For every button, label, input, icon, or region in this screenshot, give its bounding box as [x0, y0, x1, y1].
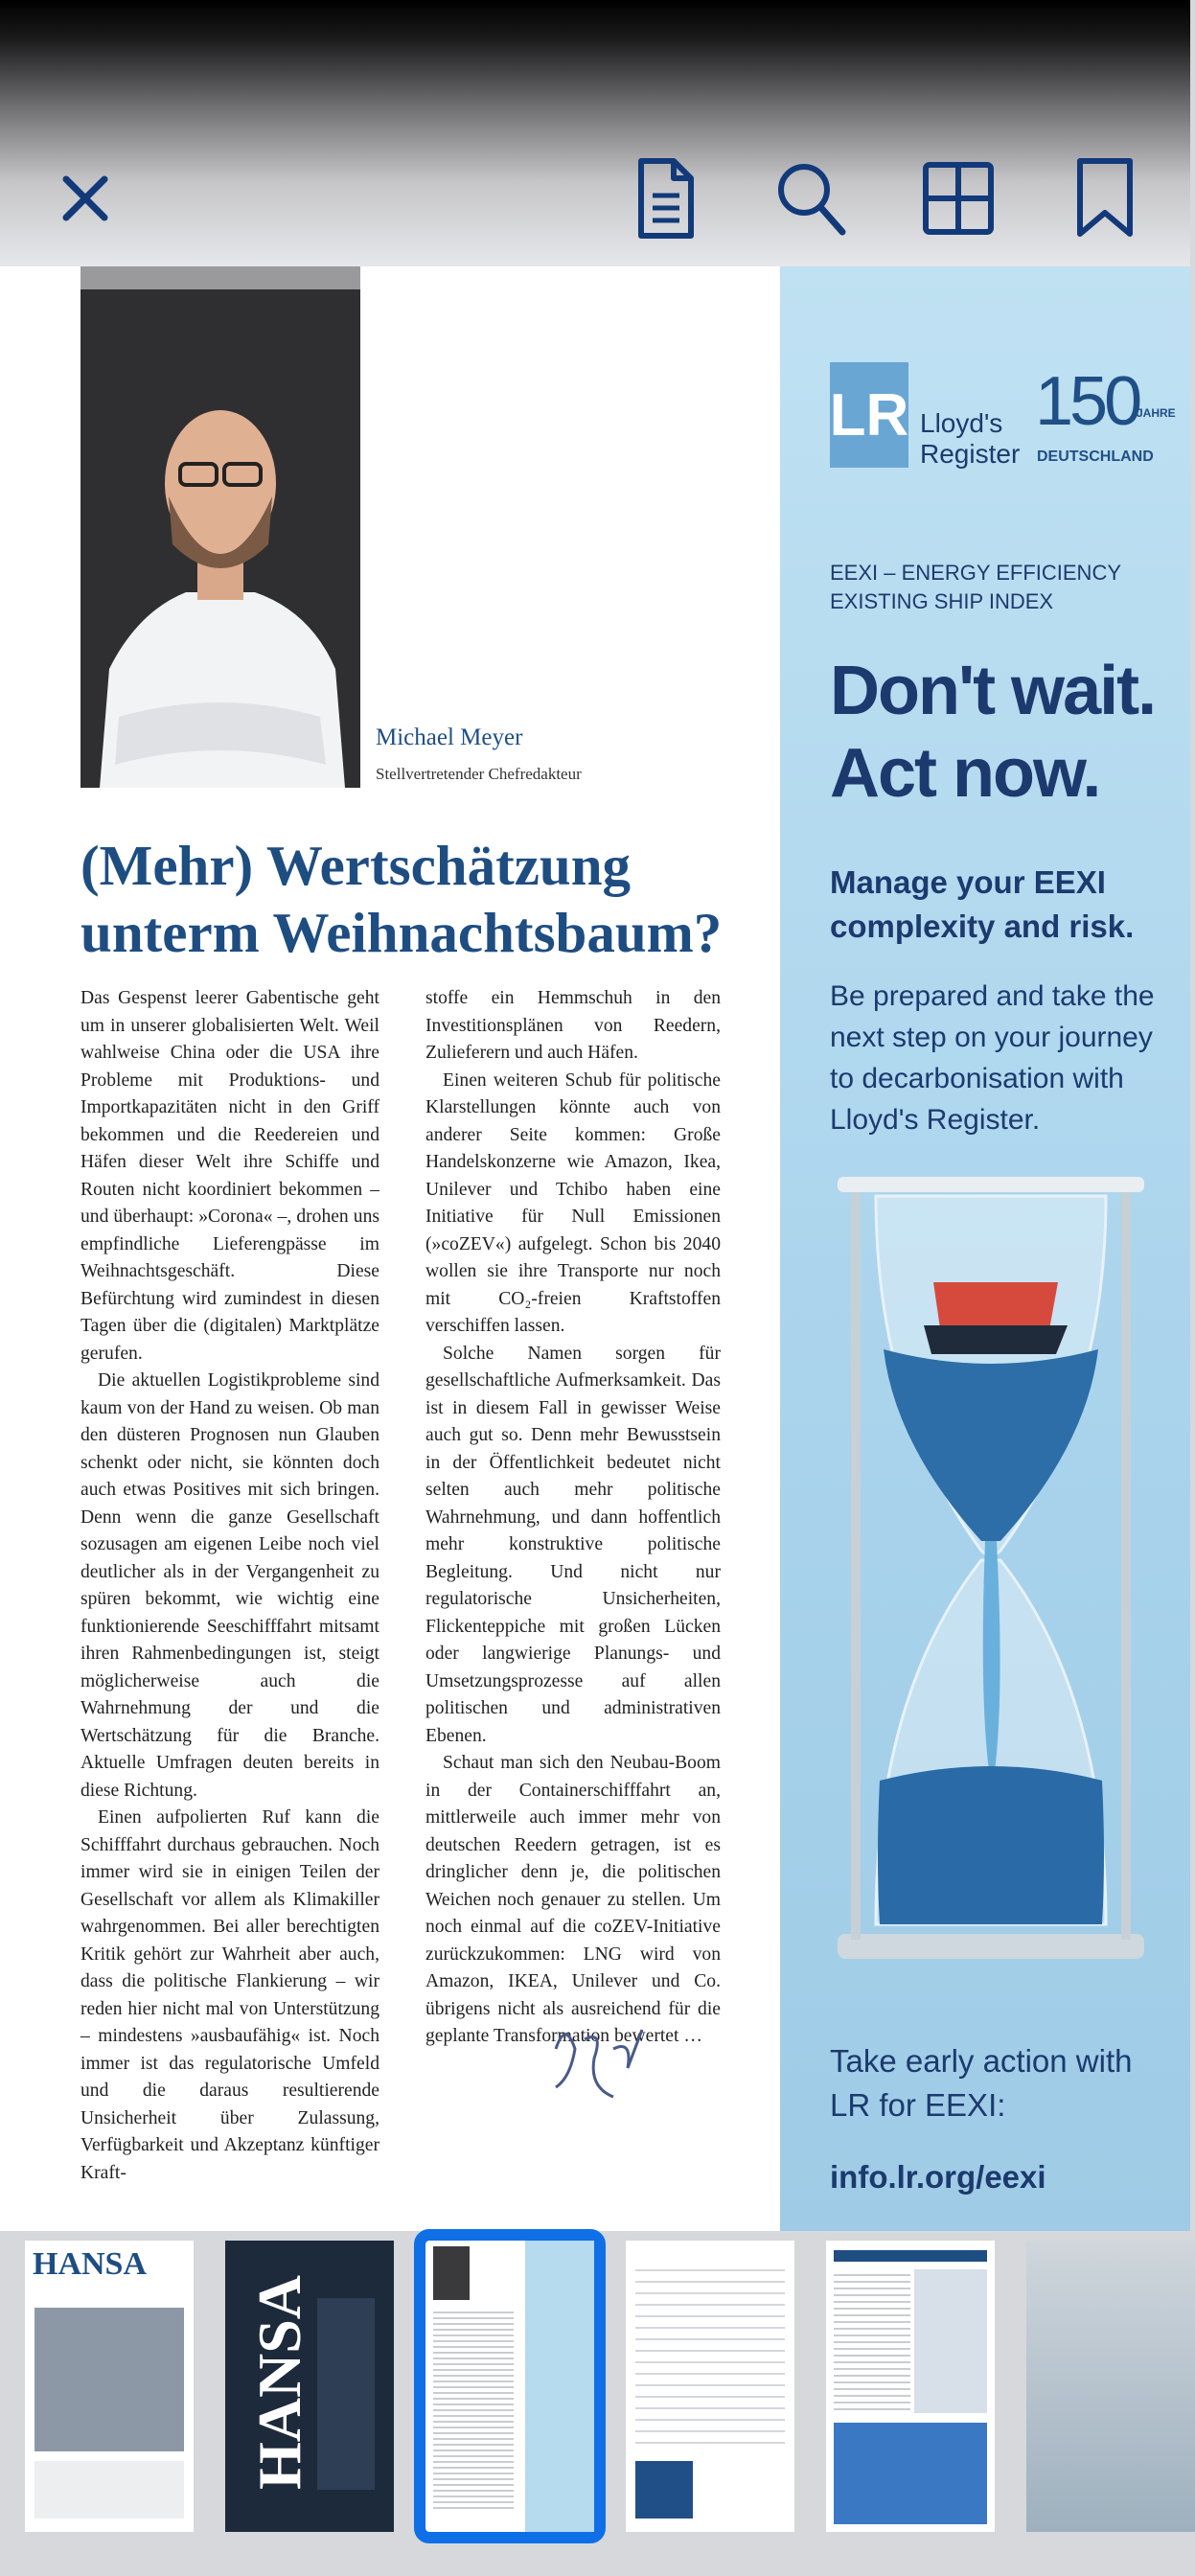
ad-subheadline: Manage your EEXI complexity and risk.: [830, 864, 1135, 944]
thumbnail-page-6[interactable]: [1026, 2241, 1195, 2532]
bookmark-icon: [1067, 153, 1143, 240]
signature: [537, 2011, 680, 2116]
ad-url-link[interactable]: info.lr.org/eexi: [830, 2159, 1046, 2195]
article-column-1: [80, 985, 379, 2231]
paragraph: Die aktuellen Logistikprobleme sind kaum von der Hand zu weisen. Ob man den düsteren Prognosen nun Glauben schenkt oder nicht, sie könnten doch auch etwas Positives mit sich bringen. Denn wenn die ganze Gesellschaft sozusagen am eigenen Leibe noch viel deutlicher als in der Vergangenheit zu spüren bekommt, wie wichtig eine funktionierende Seeschifffahrt mitsamt ihren Rahmenbedingungen ist, steigt möglicherweise auch die Wahrnehmung der und die Wertschätzung für die Branche. Aktuelle Umfragen deuten bereits in diese Richtung.: [80, 1370, 379, 1801]
thumbnail-page-3[interactable]: [425, 2241, 594, 2532]
advertisement[interactable]: [780, 266, 1190, 2231]
paragraph: Solche Namen sorgen für gesellschaftliche Aufmerksamkeit. Das ist in diesem Fall in gewisser Weise auch gut so. Denn mehr Bewusstsein in der Öffentlichkeit bedeutet nicht selten auch mehr politische Wahrnehmung, und dann hoffentlich mehr konstruktive politische Begleitung. Und nicht nur regulatorische Unsicherheiten, Flickenteppiche mit großen Lücken oder langwierige Planungs- und Umsetzungsprozesse auf allen politischen und administrativen Ebenen.: [425, 1343, 721, 1746]
close-icon: [47, 153, 124, 240]
thumbnail-page-5[interactable]: [826, 2241, 995, 2532]
ad-headline: Don't wait. Act now.: [830, 653, 1156, 812]
top-toolbar: [0, 0, 1190, 266]
author-photo: [80, 266, 360, 788]
ad-body: Be prepared and take the next step on your journey to decarbonisation with Lloyd's Register.: [830, 980, 1155, 1136]
author-role: Stellvertretender Chefredakteur: [376, 765, 582, 783]
anniversary-jahre: JAHRE: [1137, 406, 1176, 420]
paragraph: Einen aufpolierten Ruf kann die Schifffahrt durchaus gebrauchen. Noch immer wird sie in einigen Teilen der Gesellschaft vor allem als Klimakiller wahrgenommen. Bei aller berechtigten Kritik gehört zur Wahrheit aber auch, dass die politische Flankierung – wir reden hier nicht mal von Unterstützung – mindestens »ausbaufähig« ist. Noch immer ist das regulatorische Umfeld und die daraus resultierende Unsicherheit über Zulassung, Verfügbarkeit und Akzeptanz künftiger Kraft-: [80, 1807, 379, 2183]
magazine-page[interactable]: [0, 266, 1190, 2231]
ad-label: EEXI – ENERGY EFFICIENCY EXISTING SHIP INDEX: [830, 561, 1121, 613]
search-icon: [771, 153, 848, 240]
lr-logo: LR: [830, 362, 908, 468]
paragraph: Schaut man sich den Neubau-Boom in der Containerschifffahrt an, mittlerweile auch immer mehr von deutschen Reedern getragen, ist es dringlicher denn je, die politischen Weichen noch genauer zu stellen. Um noch einmal auf die coZEV-Initiative zurückzukommen: LNG wird von Amazon, IKEA, Unilever und Co. übrigens nicht als ausreichend für die geplante Transformation bewertet …: [425, 1753, 721, 2046]
grid-icon: [920, 153, 997, 240]
anniversary-country: DEUTSCHLAND: [1037, 448, 1154, 465]
ad-cta: Take early action with LR for EEXI:: [830, 2043, 1133, 2123]
thumbnail-page-4[interactable]: [626, 2241, 794, 2532]
close-button[interactable]: [42, 144, 128, 249]
grid-view-button[interactable]: [915, 144, 1001, 249]
thumbnail-page-1[interactable]: HANSA: [25, 2241, 194, 2532]
brand-name: Lloyd's Register: [920, 408, 1021, 469]
bookmark-button[interactable]: [1062, 144, 1148, 249]
paragraph: Einen weiteren Schub für politische Klarstellungen könnte auch von anderer Seite kommen: Große Handelskonzerne wie Amazon, Ikea, Unilever und Tchibo haben eine Initiative für Null Emissionen (»coZEV«) aufgelegt. Schon bis 2040 wollen sie ihre Transporte nur noch mit CO₂-freien Kraftstoffen verschiffen lassen.: [425, 1070, 721, 1336]
hourglass-image: [818, 1158, 1163, 1982]
article-headline: (Mehr) Wertschätzung unterm Weihnachtsbaum?: [80, 834, 723, 964]
paragraph: Das Gespenst leerer Gabentische geht um in unserer globalisierten Welt. Weil wahlweise China oder die USA ihre Probleme mit Produktions- und Importkapazitäten nicht in den Griff bekommen und die Reedereien und Häfen dieser Welt ihre Schiffe und Routen nicht koordiniert bekommen – und überhaupt: »Corona« –, drohen uns empfindliche Lieferengpässe im Weihnachtsgeschäft. Diese Befürchtung wird zumindest in diesen Tagen über die (digitalen) Marktplätze gerufen.: [80, 988, 379, 1364]
document-button[interactable]: [623, 144, 709, 249]
thumbnail-strip[interactable]: [0, 2231, 1190, 2576]
author-name: Michael Meyer: [376, 724, 523, 750]
paragraph: stoffe ein Hemmschuh in den Investitionsplänen von Reedern, Zulieferern und auch Häfen.: [425, 988, 721, 1063]
thumbnail-page-2[interactable]: HANSA: [225, 2241, 394, 2532]
anniversary-number: 150: [1035, 363, 1139, 440]
search-button[interactable]: [767, 144, 853, 249]
article-column-2: [425, 985, 721, 2046]
document-icon: [628, 153, 704, 240]
